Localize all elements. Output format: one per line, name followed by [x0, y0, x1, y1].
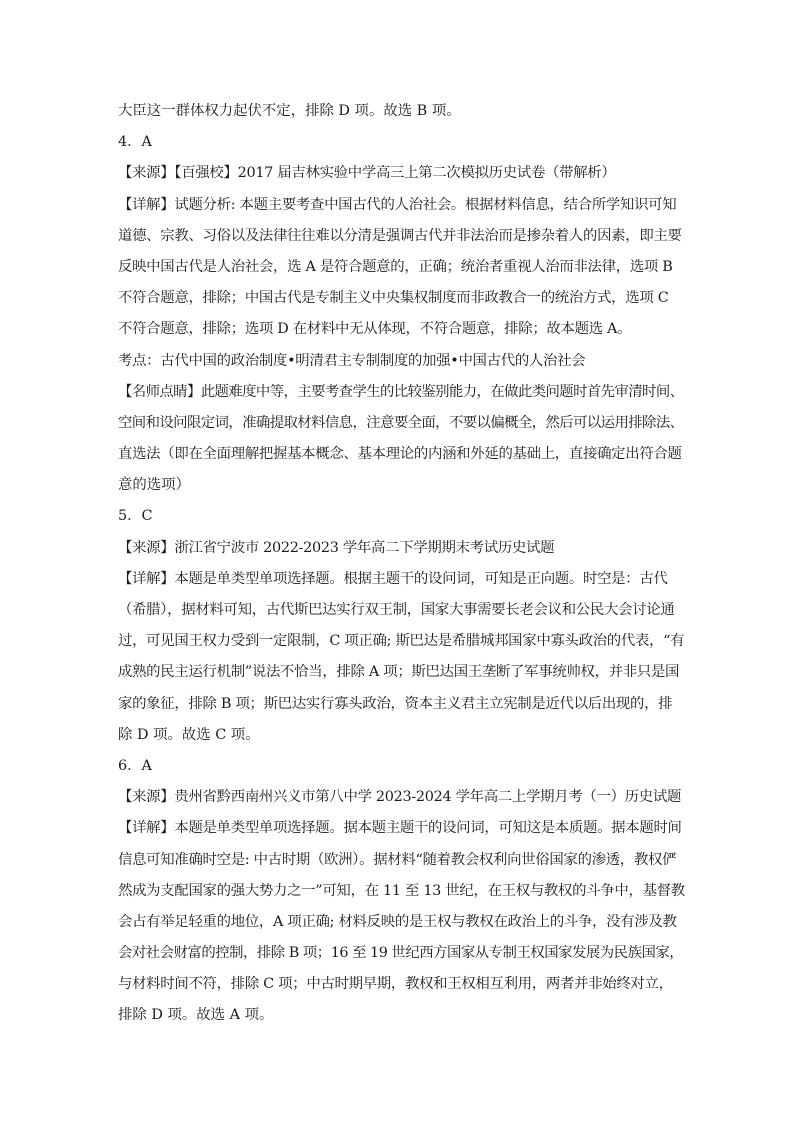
- teacher-comment-line: 【名师点睛】此题难度中等，主要考查学生的比较鉴别能力，在做此类问题时首先审清时间、: [118, 383, 684, 400]
- text-line: 家的象征，排除 B 项；斯巴达实行寡头政治，资本主义君主立宪制是近代以后出现的，排: [118, 695, 673, 712]
- text-line: 会对社会财富的控制，排除 B 项；16 至 19 世纪西方国家从专制王权国家发展为民族国家，: [118, 945, 684, 962]
- text-line: 不符合题意，排除；中国古代是专制主义中央集权制度而非政教合一的统治方式，选项 C: [118, 290, 669, 307]
- text-line: 不符合题意，排除；选项 D 在材料中无从体现，不符合题意，排除；故本题选 A。: [118, 321, 632, 338]
- source-line: 【来源】贵州省黔西南州兴义市第八中学 2023-2024 学年高二上学期月考（一）历史试题: [118, 789, 682, 806]
- source-line: 【来源】浙江省宁波市 2022-2023 学年高二下学期期末考试历史试题: [118, 539, 555, 556]
- source-line: 【来源】【百强校】2017 届吉林实验中学高三上第二次模拟历史试卷（带解析）: [118, 165, 616, 182]
- text-line: 大臣这一群体权力起伏不定，排除 D 项。故选 B 项。: [118, 103, 461, 119]
- text-line: 会占有举足轻重的地位，A 项正确; 材料反映的是王权与教权在政治上的斗争，没有涉及教: [118, 913, 677, 930]
- text-line: 反映中国古代是人治社会，选 A 是符合题意的，正确；统治者重视人治而非法律，选项 B: [118, 258, 673, 275]
- detail-line: 【详解】试题分析: 本题主要考查中国古代的人治社会。根据材料信息，结合所学知识可知: [118, 196, 677, 213]
- exam-point-line: 考点：古代中国的政治制度•明清君主专制制度的加强•中国古代的人治社会: [118, 352, 586, 369]
- text-line: （希腊），据材料可知，古代斯巴达实行双王制，国家大事需要长老会议和公民大会讨论通: [118, 602, 675, 618]
- detail-line: 【详解】本题是单类型单项选择题。根据主题干的设问词，可知是正向题。时空是：古代: [118, 570, 668, 587]
- text-line: 与材料时间不符，排除 C 项；中古时期早期，教权和王权相互利用，两者并非始终对立，: [118, 976, 673, 993]
- text-line: 直选法（即在全面理解把握基本概念、基本理论的内涵和外延的基础上，直接确定出符合题: [118, 446, 682, 463]
- text-line: 信息可知准确时空是: 中古时期（欧洲）。据材料“随着教会权利向世俗国家的渗透，教权俨: [118, 851, 677, 868]
- text-line: 然成为支配国家的强大势力之一”可知，在 11 至 13 世纪，在王权与教权的斗争中，基督教: [118, 882, 685, 899]
- answer-explanation-page: [118, 96, 686, 1032]
- answer-number-5: 5．C: [118, 508, 153, 525]
- text-line: 意的选项）: [118, 477, 190, 494]
- text-line: 除 D 项。故选 C 项。: [118, 726, 260, 743]
- text-line: 排除 D 项。故选 A 项。: [118, 1007, 274, 1024]
- text-line: 空间和设问限定词，准确提取材料信息，注意要全面，不要以偏概全，然后可以运用排除法、: [118, 414, 684, 431]
- text-line: 道德、宗教、习俗以及法律往往难以分清是强调古代并非法治而是掺杂着人的因素，即主要: [118, 227, 682, 244]
- answer-number-6: 6．A: [118, 757, 152, 774]
- detail-line: 【详解】本题是单类型单项选择题。据本题主题干的设问词，可知这是本质题。据本题时间: [118, 820, 682, 837]
- text-line: 过，可见国王权力受到一定限制，C 项正确; 斯巴达是希腊城邦国家中寡头政治的代表，“有: [118, 633, 685, 650]
- answer-number-4: 4．A: [118, 134, 152, 151]
- text-line: 成熟的民主运行机制”说法不恰当，排除 A 项；斯巴达国王垄断了军事统帅权，并非只是国: [118, 664, 680, 681]
